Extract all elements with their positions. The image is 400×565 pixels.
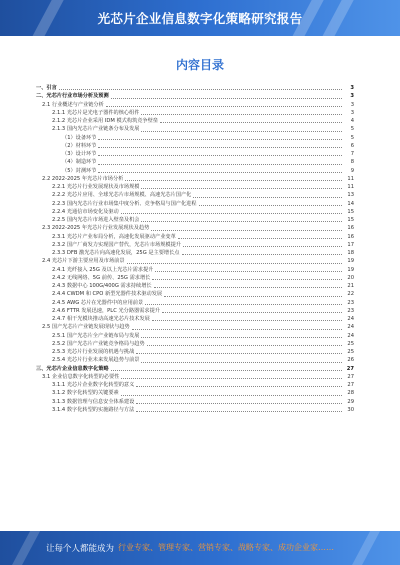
toc-page-number: 4	[350, 118, 354, 124]
toc-dot-leader	[141, 221, 342, 222]
toc-entry-label: 2.3 2022-2025 年光芯片行业发展现状及趋势	[42, 225, 150, 232]
toc-page-number: 3	[350, 109, 354, 116]
toc-entry-label: 2.5 国产光芯片产业链发展现状与趋势	[42, 324, 130, 331]
toc-page-number: 20	[347, 274, 354, 281]
toc-entry-label: 2.2.1 光芯片行业发展现状及市场规模	[52, 184, 140, 190]
toc-entry-label: 三、光芯片企业信息数字化策略	[36, 365, 109, 372]
toc-entry[interactable]	[36, 356, 354, 364]
toc-entry-label: 2.4.1 光纤接入 25G 及以上光芯片需求提升	[52, 266, 154, 273]
toc-dot-leader	[199, 205, 342, 206]
toc-dot-leader	[121, 395, 342, 396]
toc-entry[interactable]	[36, 307, 354, 315]
toc-entry-label: 2.5.3 光芯片行业发展的机遇与挑战	[52, 349, 135, 355]
toc-entry[interactable]	[36, 406, 354, 414]
toc-page-number: 11	[347, 184, 354, 190]
toc-page-number: 23	[347, 307, 354, 314]
toc-dot-leader	[164, 296, 342, 297]
toc-entry[interactable]	[36, 142, 354, 150]
toc-page-number: 24	[347, 332, 354, 339]
footer-banner	[0, 531, 400, 565]
toc-entry[interactable]	[36, 340, 354, 348]
toc-dot-leader	[141, 337, 342, 338]
toc-entry[interactable]	[36, 109, 354, 117]
toc-entry[interactable]	[36, 373, 354, 381]
toc-entry-label: 2.4 光芯片下游主要应用及市场前景	[42, 258, 125, 265]
toc-entry[interactable]	[36, 183, 354, 191]
toc-dot-leader	[98, 147, 342, 148]
toc-dot-leader	[152, 320, 342, 321]
toc-dot-leader	[136, 403, 342, 404]
toc-dot-leader	[98, 164, 342, 165]
toc-page-number: 9	[350, 167, 354, 174]
report-title: 光芯片企业信息数字化策略研究报告	[97, 11, 303, 26]
toc-entry[interactable]	[36, 134, 354, 142]
toc-entry-label: 3.1.2 数字化转型的关键要素	[52, 390, 119, 397]
toc-entry-label: 2.4.2 无线网络、5G 前传、25G 需求增长	[52, 274, 151, 281]
toc-entry-label: 一、引言	[36, 85, 57, 91]
toc-page-number: 3	[350, 93, 354, 100]
toc-entry-label: 3.1.3 数据管理与信息安全体系建设	[52, 398, 135, 405]
toc-entry-label: 2.2 2022-2025 年光芯片市场分析	[42, 175, 124, 182]
toc-entry[interactable]	[36, 224, 354, 232]
toc-dot-leader	[121, 213, 342, 214]
toc-entry[interactable]	[36, 365, 354, 373]
toc-entry-label: 2.3.2 国产厂商发力实现国产替代，光芯片市场规模提升	[52, 241, 181, 248]
toc-entry[interactable]	[36, 117, 354, 125]
toc-entry[interactable]	[36, 381, 354, 389]
toc-entry[interactable]	[36, 241, 354, 249]
toc-dot-leader	[178, 238, 342, 239]
toc-page-number: 3	[350, 85, 354, 91]
toc-dot-leader	[136, 353, 342, 354]
toc-entry[interactable]	[36, 332, 354, 340]
toc-page-number: 16	[347, 225, 354, 232]
toc-page-number: 22	[347, 291, 354, 298]
toc-page-number: 19	[347, 266, 354, 273]
toc-page-number: 15	[347, 208, 354, 215]
toc-dot-leader	[182, 254, 343, 255]
toc-entry-label: （5）封测环节	[62, 167, 97, 174]
toc-entry[interactable]	[36, 191, 354, 199]
toc-dot-leader	[160, 122, 342, 123]
toc-page-number: 27	[346, 365, 354, 372]
toc-entry-label: 2.3.3 DFB 激光芯片向高速化发展，25G 是主要增长点	[52, 250, 180, 256]
toc-entry-label: 2.4.4 CWDM 和 CPO 新型光器件技术驱动发展	[52, 291, 163, 298]
toc-dot-leader	[136, 386, 342, 387]
toc-page-number: 7	[350, 151, 354, 157]
toc-page-number: 8	[350, 159, 354, 166]
toc-entry-label: 2.5.1 国产光芯片全产业链布局与发展	[52, 332, 140, 339]
toc-dot-leader	[141, 114, 342, 115]
toc-dot-leader	[106, 106, 342, 107]
toc-entry[interactable]	[36, 266, 354, 274]
toc-entry-label: 2.4.3 数据中心 100G/400G 需求持续增长	[52, 283, 152, 289]
toc-dot-leader	[59, 89, 342, 90]
toc-entry[interactable]	[36, 92, 354, 100]
toc-entry[interactable]	[36, 315, 354, 323]
toc-page-number: 17	[347, 241, 354, 248]
toc-page-number: 14	[347, 200, 354, 207]
toc-entry[interactable]	[36, 200, 354, 208]
toc-page-number: 25	[347, 349, 354, 355]
toc-dot-leader	[145, 304, 342, 305]
toc-page-number: 28	[347, 390, 354, 397]
toc-entry[interactable]	[36, 233, 354, 241]
toc-dot-leader	[141, 131, 342, 132]
toc-entry-label: （2）材料环节	[62, 142, 97, 149]
toc-entry[interactable]	[36, 150, 354, 158]
toc-page-number: 24	[347, 324, 354, 331]
toc-entry-label: （4）制造环节	[62, 159, 97, 166]
toc-entry-label: 2.4.6 FTTR 发展迅速，PLC 光分路器需求提升	[52, 307, 160, 314]
footer-slogan: 让每个人都能成为	[46, 544, 115, 554]
toc-page-number: 13	[347, 192, 354, 199]
toc-dot-leader	[98, 155, 342, 156]
footer-tagline: 行业专家、管理专家、营销专家、战略专家、成功企业家……	[118, 543, 334, 552]
toc-dot-leader	[136, 411, 342, 412]
toc-entry[interactable]	[36, 175, 354, 183]
toc-dot-leader	[147, 345, 342, 346]
toc-entry-label: 2.4.7 相干光模块推动高速光芯片技术发展	[52, 316, 150, 322]
toc-entry[interactable]	[36, 389, 354, 397]
toc-dot-leader	[193, 197, 342, 198]
toc-entry-label: 2.2.5 国内光芯片市场进入壁垒及机会	[52, 217, 140, 223]
toc-entry-label: 2.1.2 光芯片企业采用 IDM 模式构筑竞争壁垒	[52, 118, 158, 124]
toc-entry-label: 3.1.4 数字化转型的实施路径与方法	[52, 406, 135, 413]
toc-entry-label: 2.4.5 AWG 芯片在光器件中的应用前景	[52, 299, 144, 306]
footer-decor-stripe	[347, 531, 384, 565]
toc-entry[interactable]	[36, 208, 354, 216]
toc-page-number: 19	[347, 258, 354, 265]
toc-page-number: 18	[347, 250, 354, 256]
toc-dot-leader	[141, 362, 342, 363]
toc-entry-label: 3.1 企业信息数字化转型的必要性	[42, 373, 120, 380]
toc-entry-label: 2.2.4 光通信市场变化及驱动	[52, 208, 119, 215]
toc-entry-label: 2.2.3 国内光芯片行业市场集中度分析、竞争格局与国产化进程	[52, 200, 197, 207]
toc-entry-label: 2.3.1 光芯片产业布局分析，高速化发展驱动产业变革	[52, 233, 176, 240]
toc-entry-label: 2.5.2 国产光芯片产业链竞争格局与趋势	[52, 340, 145, 347]
table-of-contents	[36, 84, 354, 414]
toc-page-number: 15	[347, 217, 354, 223]
toc-entry[interactable]	[36, 257, 354, 265]
toc-page-number: 6	[350, 142, 354, 149]
toc-entry[interactable]	[36, 249, 354, 257]
toc-dot-leader	[183, 246, 342, 247]
toc-page-number: 23	[347, 299, 354, 306]
toc-page-number: 30	[347, 406, 354, 413]
toc-entry[interactable]	[36, 84, 354, 92]
toc-entry-label: 3.1.1 光芯片企业数字化转型的意义	[52, 382, 135, 388]
toc-page-number: 27	[347, 373, 354, 380]
toc-page-number: 27	[347, 382, 354, 388]
toc-page-number: 5	[350, 126, 354, 133]
toc-dot-leader	[98, 172, 342, 173]
toc-entry-label: 二、光芯片行业市场分析及预测	[36, 93, 109, 100]
toc-dot-leader	[152, 279, 342, 280]
toc-entry[interactable]	[36, 282, 354, 290]
toc-dot-leader	[151, 230, 342, 231]
toc-page-number: 16	[347, 233, 354, 240]
toc-entry[interactable]	[36, 158, 354, 166]
toc-entry[interactable]	[36, 274, 354, 282]
toc-page-number: 21	[347, 283, 354, 289]
toc-page-number: 24	[347, 316, 354, 322]
toc-entry-label: 2.2.2 光芯片应用、全球光芯片市场规模、高速光芯片国产化	[52, 192, 192, 199]
toc-page-number: 5	[350, 134, 354, 141]
toc-page-number: 3	[350, 101, 354, 108]
toc-dot-leader	[127, 263, 342, 264]
toc-dot-leader	[162, 312, 342, 313]
toc-entry[interactable]	[36, 398, 354, 406]
toc-dot-leader	[132, 329, 342, 330]
toc-page-number: 29	[347, 398, 354, 405]
toc-page-number: 25	[347, 340, 354, 347]
footer-decor-stripe	[7, 531, 44, 565]
toc-entry-label: 2.1 行业概述与产业链分析	[42, 101, 104, 108]
toc-dot-leader	[111, 98, 342, 99]
toc-entry-label: 2.1.3 国内光芯片产业链条分布及发展	[52, 126, 140, 133]
toc-entry-label: （3）设计环节	[62, 151, 97, 157]
toc-dot-leader	[125, 180, 342, 181]
report-header-banner	[0, 0, 400, 36]
toc-entry[interactable]	[36, 299, 354, 307]
toc-dot-leader	[141, 188, 342, 189]
toc-entry[interactable]	[36, 216, 354, 224]
toc-entry[interactable]	[36, 125, 354, 133]
toc-entry[interactable]	[36, 101, 354, 109]
toc-entry[interactable]	[36, 323, 354, 331]
toc-dot-leader	[121, 378, 342, 379]
toc-page-number: 26	[347, 357, 354, 364]
toc-heading: 内容目录	[175, 58, 224, 72]
toc-entry[interactable]	[36, 348, 354, 356]
toc-dot-leader	[98, 139, 342, 140]
toc-entry-label: （1）设备环节	[62, 134, 97, 141]
toc-entry[interactable]	[36, 290, 354, 298]
toc-entry[interactable]	[36, 167, 354, 175]
toc-dot-leader	[155, 271, 342, 272]
toc-entry-label: 2.5.4 光芯片行业未来发展趋势与前景	[52, 357, 140, 364]
toc-dot-leader	[111, 370, 342, 371]
toc-page-number: 11	[347, 175, 354, 182]
toc-dot-leader	[154, 287, 342, 288]
toc-entry-label: 2.1.1 光芯片是光电子器件的核心组件	[52, 109, 140, 116]
